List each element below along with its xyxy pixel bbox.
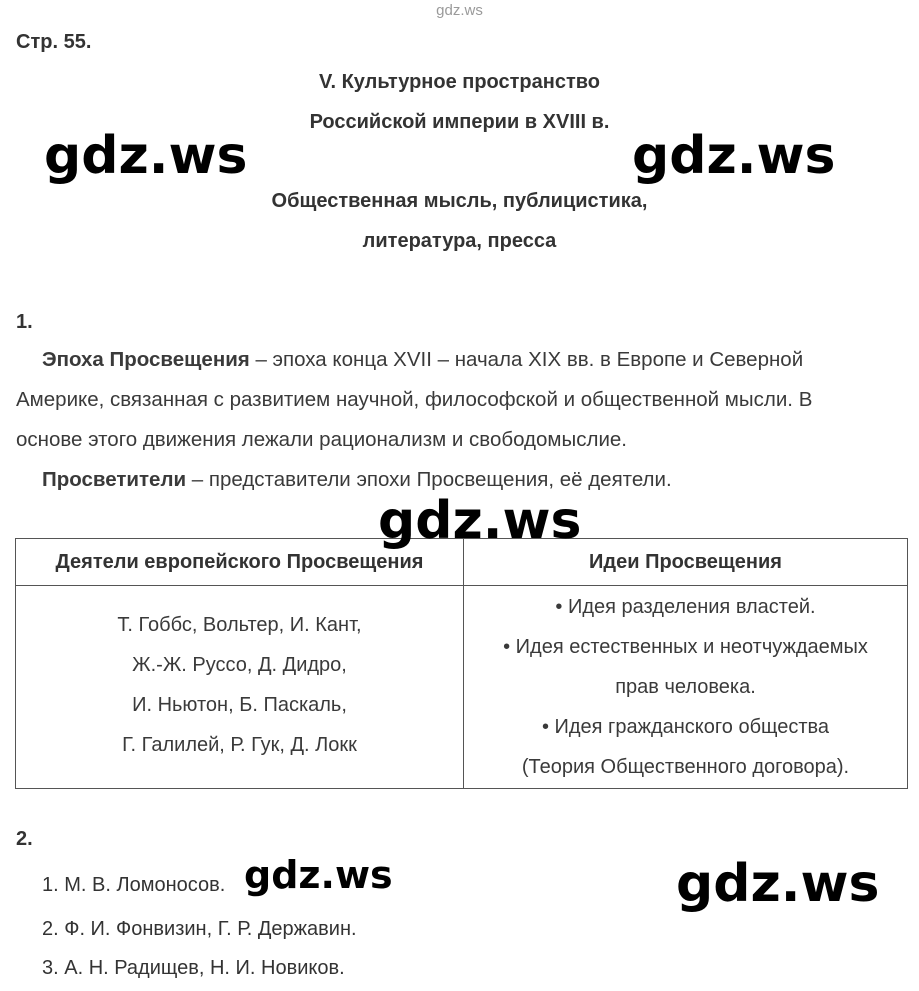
list-item: 3. А. Н. Радищев, Н. И. Новиков.: [42, 957, 345, 979]
task-2-number: 2.: [16, 828, 33, 850]
table-header: Деятели европейского Просвещения: [16, 539, 464, 586]
subtitle-line-2: литература, пресса: [362, 230, 557, 252]
figures-line: Ж.-Ж. Руссо, Д. Дидро,: [132, 654, 347, 676]
ideas-line: • Идея естественных и неотчуждаемых: [503, 636, 868, 658]
figures-line: Т. Гоббс, Вольтер, И. Кант,: [117, 614, 362, 636]
term-enlightenment: Эпоха Просвещения: [42, 348, 250, 371]
list-item: 1. М. В. Ломоносов.: [42, 874, 226, 896]
list-item: 2. Ф. И. Фонвизин, Г. Р. Державин.: [42, 918, 357, 940]
definition-text: – представители эпохи Просвещения, её деятели.: [186, 468, 672, 491]
ideas-line: • Идея разделения властей.: [555, 596, 816, 618]
task-1-number: 1.: [16, 311, 33, 333]
term-enlighteners: Просветители: [42, 468, 187, 491]
watermark: gdz.ws: [44, 126, 248, 186]
ideas-line: (Теория Общественного договора).: [521, 756, 850, 778]
definition-line: основе этого движения лежали рационализм и свободомыслие.: [16, 428, 627, 451]
task-1-definitions: [16, 340, 912, 500]
table-header: Идеи Просвещения: [464, 539, 908, 586]
section-title-line-1: V. Культурное пространство: [318, 71, 601, 93]
table-cell-figures: [16, 586, 464, 789]
ideas-line: прав человека.: [615, 676, 756, 698]
figures-line: И. Ньютон, Б. Паскаль,: [132, 694, 347, 716]
definition-text: – эпоха конца XVII – начала XIX вв. в Европе и Северной: [249, 348, 804, 371]
watermark-top: gdz.ws: [436, 2, 483, 19]
section-title-line-2: Российской империи в XVIII в.: [309, 111, 610, 133]
definition-line: [16, 340, 912, 380]
watermark: gdz.ws: [244, 853, 393, 897]
table-row: [16, 586, 908, 789]
subtitle-line-1: Общественная мысль, публицистика,: [271, 190, 648, 212]
ideas-line: • Идея гражданского общества: [541, 716, 830, 738]
figures-line: Г. Галилей, Р. Гук, Д. Локк: [122, 734, 357, 756]
watermark: gdz.ws: [632, 126, 836, 186]
page-label: Стр. 55.: [16, 31, 92, 53]
definition-line: Америке, связанная с развитием научной, философской и общественной мысли. В: [16, 388, 813, 411]
table-cell-ideas: [464, 586, 908, 789]
enlightenment-table: [15, 538, 908, 789]
watermark: gdz.ws: [676, 854, 880, 914]
watermark: gdz.ws: [378, 491, 582, 551]
